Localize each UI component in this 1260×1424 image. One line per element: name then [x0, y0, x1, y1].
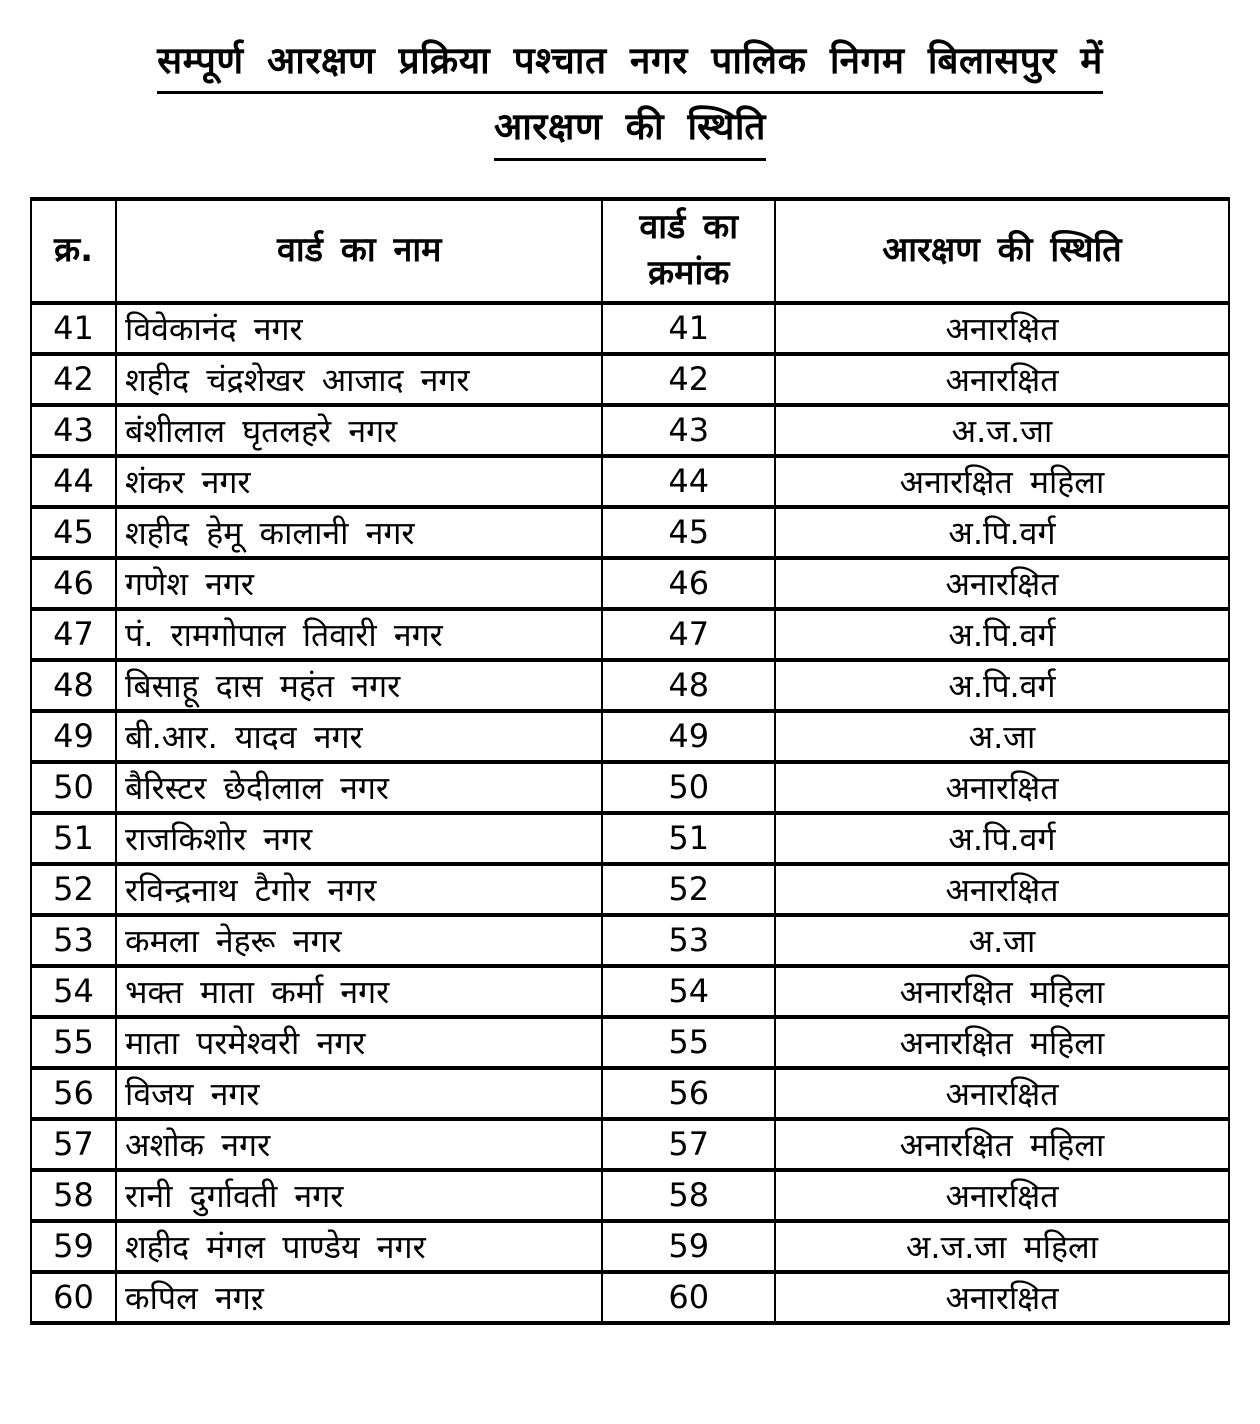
ward-number-cell: 58 [602, 1170, 775, 1221]
ward-number-cell: 49 [602, 711, 775, 762]
serial-number-cell: 59 [31, 1221, 116, 1272]
table-row [31, 456, 1229, 507]
ward-number-cell: 44 [602, 456, 775, 507]
header-ward-number: वार्ड का क्रमांक [602, 199, 775, 303]
ward-number-cell: 48 [602, 660, 775, 711]
ward-name-cell: शहीद हेमू कालानी नगर [116, 507, 602, 558]
reservation-status-cell: अ.जा [775, 711, 1229, 762]
reservation-status-cell: अनारक्षित [775, 864, 1229, 915]
table-row [31, 813, 1229, 864]
table-row [31, 609, 1229, 660]
title-line-2: आरक्षण की स्थिति [494, 98, 766, 160]
table-row [31, 762, 1229, 813]
ward-number-cell: 41 [602, 303, 775, 354]
ward-number-cell: 47 [602, 609, 775, 660]
ward-name-cell: माता परमेश्वरी नगर [116, 1017, 602, 1068]
page-title [30, 30, 1230, 163]
serial-number-cell: 55 [31, 1017, 116, 1068]
ward-name-cell: कपिल नगऱ [116, 1272, 602, 1323]
table-row [31, 354, 1229, 405]
ward-name-cell: गणेश नगर [116, 558, 602, 609]
reservation-status-cell: अनारक्षित [775, 1068, 1229, 1119]
table-row [31, 1221, 1229, 1272]
serial-number-cell: 60 [31, 1272, 116, 1323]
serial-number-cell: 49 [31, 711, 116, 762]
table-row [31, 1272, 1229, 1323]
serial-number-cell: 41 [31, 303, 116, 354]
ward-name-cell: शहीद चंद्रशेखर आजाद नगर [116, 354, 602, 405]
ward-name-cell: शहीद मंगल पाण्डेय नगर [116, 1221, 602, 1272]
ward-name-cell: कमला नेहरू नगर [116, 915, 602, 966]
reservation-status-cell: अनारक्षित [775, 303, 1229, 354]
ward-name-cell: रानी दुर्गावती नगर [116, 1170, 602, 1221]
ward-number-cell: 54 [602, 966, 775, 1017]
serial-number-cell: 57 [31, 1119, 116, 1170]
reservation-status-cell: अ.जा [775, 915, 1229, 966]
table-row [31, 1170, 1229, 1221]
ward-name-cell: बिसाहू दास महंत नगर [116, 660, 602, 711]
ward-number-cell: 57 [602, 1119, 775, 1170]
ward-name-cell: भक्त माता कर्मा नगर [116, 966, 602, 1017]
table-row [31, 711, 1229, 762]
reservation-status-cell: अनारक्षित महिला [775, 456, 1229, 507]
serial-number-cell: 46 [31, 558, 116, 609]
table-header-row [31, 199, 1229, 303]
ward-name-cell: विवेकानंद नगर [116, 303, 602, 354]
serial-number-cell: 43 [31, 405, 116, 456]
reservation-status-cell: अ.पि.वर्ग [775, 660, 1229, 711]
ward-number-cell: 43 [602, 405, 775, 456]
reservation-status-cell: अनारक्षित [775, 1272, 1229, 1323]
table-row [31, 1119, 1229, 1170]
serial-number-cell: 50 [31, 762, 116, 813]
table-row [31, 1017, 1229, 1068]
serial-number-cell: 44 [31, 456, 116, 507]
reservation-status-cell: अ.पि.वर्ग [775, 507, 1229, 558]
reservation-status-cell: अनारक्षित महिला [775, 966, 1229, 1017]
ward-name-cell: बी.आर. यादव नगर [116, 711, 602, 762]
serial-number-cell: 54 [31, 966, 116, 1017]
reservation-status-cell: अ.ज.जा [775, 405, 1229, 456]
serial-number-cell: 48 [31, 660, 116, 711]
table-row [31, 507, 1229, 558]
ward-number-cell: 56 [602, 1068, 775, 1119]
ward-number-cell: 50 [602, 762, 775, 813]
ward-number-cell: 53 [602, 915, 775, 966]
table-row [31, 915, 1229, 966]
ward-number-cell: 51 [602, 813, 775, 864]
ward-name-cell: पं. रामगोपाल तिवारी नगर [116, 609, 602, 660]
serial-number-cell: 56 [31, 1068, 116, 1119]
table-row [31, 864, 1229, 915]
ward-name-cell: शंकर नगर [116, 456, 602, 507]
reservation-status-cell: अनारक्षित [775, 1170, 1229, 1221]
ward-name-cell: बंशीलाल घृतलहरे नगर [116, 405, 602, 456]
ward-number-cell: 52 [602, 864, 775, 915]
serial-number-cell: 47 [31, 609, 116, 660]
ward-number-cell: 60 [602, 1272, 775, 1323]
ward-number-cell: 45 [602, 507, 775, 558]
reservation-status-cell: अनारक्षित महिला [775, 1017, 1229, 1068]
table-row [31, 405, 1229, 456]
reservation-status-cell: अ.ज.जा महिला [775, 1221, 1229, 1272]
serial-number-cell: 52 [31, 864, 116, 915]
reservation-status-cell: अ.पि.वर्ग [775, 609, 1229, 660]
header-reservation-status: आरक्षण की स्थिति [775, 199, 1229, 303]
ward-name-cell: विजय नगर [116, 1068, 602, 1119]
reservation-status-cell: अ.पि.वर्ग [775, 813, 1229, 864]
ward-name-cell: राजकिशोर नगर [116, 813, 602, 864]
title-line-1: सम्पूर्ण आरक्षण प्रक्रिया पश्चात नगर पालिक निगम बिलासपुर में [157, 32, 1103, 94]
reservation-status-cell: अनारक्षित [775, 354, 1229, 405]
ward-number-cell: 42 [602, 354, 775, 405]
serial-number-cell: 42 [31, 354, 116, 405]
reservation-status-cell: अनारक्षित [775, 558, 1229, 609]
ward-name-cell: बैरिस्टर छेदीलाल नगर [116, 762, 602, 813]
table-row [31, 966, 1229, 1017]
table-row [31, 303, 1229, 354]
serial-number-cell: 58 [31, 1170, 116, 1221]
ward-number-cell: 55 [602, 1017, 775, 1068]
reservation-status-table [30, 197, 1230, 1325]
reservation-status-cell: अनारक्षित महिला [775, 1119, 1229, 1170]
header-serial-number: क्र. [31, 199, 116, 303]
serial-number-cell: 53 [31, 915, 116, 966]
table-row [31, 558, 1229, 609]
ward-number-cell: 46 [602, 558, 775, 609]
ward-name-cell: रविन्द्रनाथ टैगोर नगर [116, 864, 602, 915]
ward-name-cell: अशोक नगर [116, 1119, 602, 1170]
serial-number-cell: 51 [31, 813, 116, 864]
table-row [31, 660, 1229, 711]
serial-number-cell: 45 [31, 507, 116, 558]
header-ward-name: वार्ड का नाम [116, 199, 602, 303]
ward-number-cell: 59 [602, 1221, 775, 1272]
reservation-status-cell: अनारक्षित [775, 762, 1229, 813]
table-row [31, 1068, 1229, 1119]
table-body [31, 303, 1229, 1323]
